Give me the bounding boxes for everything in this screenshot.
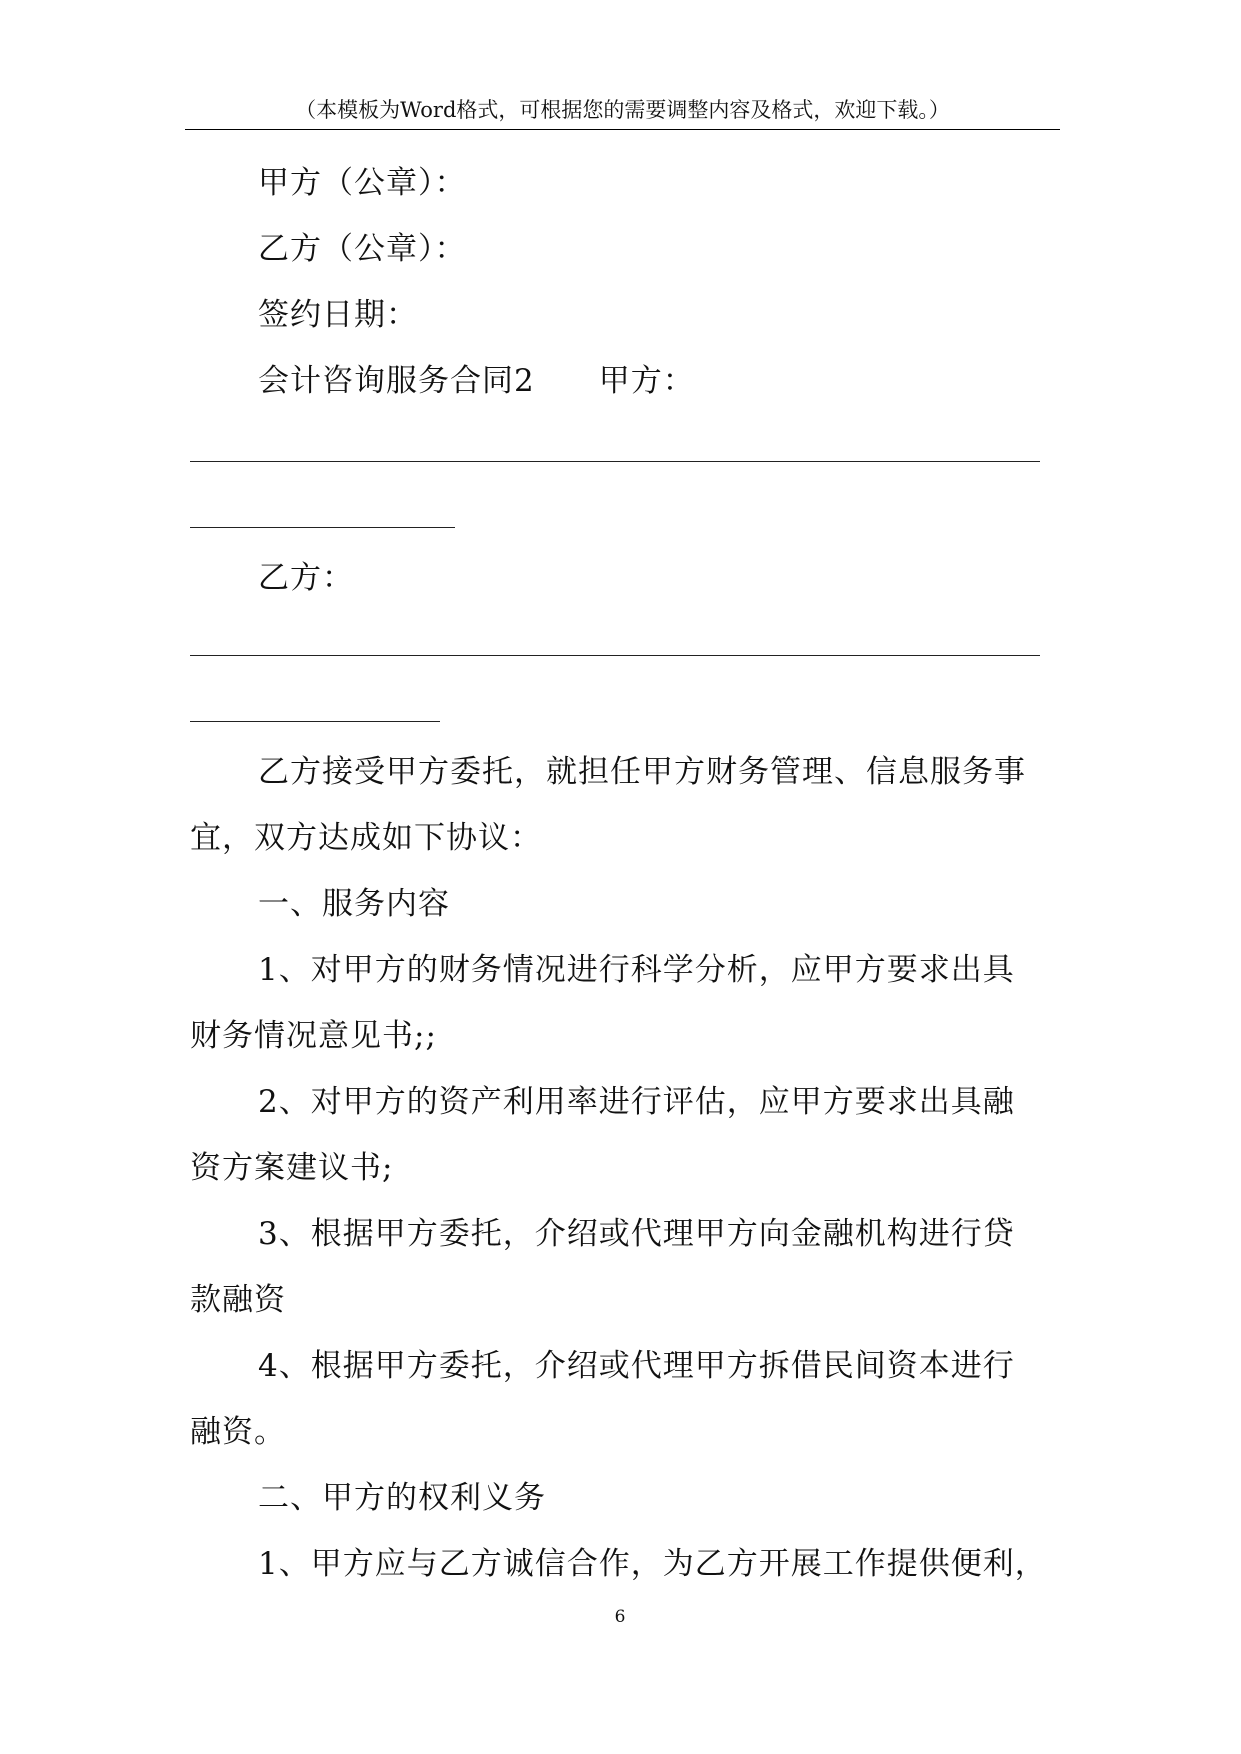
- section-1-item-1-line-2: 财务情况意见书;;: [190, 1018, 437, 1054]
- section-1-item-4-line-1: 4、根据甲方委托，介绍或代理甲方拆借民间资本进行: [258, 1348, 1015, 1384]
- contract-title-line: [258, 361, 695, 401]
- party-a-blank-line-2[interactable]: [190, 527, 455, 528]
- section-1-item-2-line-2: 资方案建议书;: [190, 1150, 394, 1186]
- party-a-blank-line-1[interactable]: [190, 461, 1040, 462]
- sign-date-label: 签约日期：: [258, 297, 418, 333]
- section-1-item-3-line-1: 3、根据甲方委托，介绍或代理甲方向金融机构进行贷: [258, 1216, 1015, 1252]
- section-2-item-1-line-1: 1、甲方应与乙方诚信合作，为乙方开展工作提供便利，: [258, 1546, 1047, 1582]
- template-note: （本模板为Word格式，可根据您的需要调整内容及格式，欢迎下载。）: [295, 98, 950, 122]
- section-1-item-4-line-2: 融资。: [190, 1414, 286, 1450]
- party-b-blank-line-2[interactable]: [190, 721, 440, 722]
- party-b-blank-line-1[interactable]: [190, 655, 1040, 656]
- party-b-label: 乙方：: [258, 560, 354, 596]
- page-number: 6: [614, 1607, 626, 1627]
- header-divider: [185, 129, 1060, 130]
- party-a-label: 甲方：: [598, 363, 695, 399]
- intro-line-2: 宜，双方达成如下协议：: [190, 820, 542, 856]
- party-b-seal-label: 乙方（公章）：: [258, 231, 467, 267]
- party-a-seal-label: 甲方（公章）：: [258, 165, 467, 201]
- section-1-item-1-line-1: 1、对甲方的财务情况进行科学分析，应甲方要求出具: [258, 952, 1015, 988]
- section-1-heading: 一、服务内容: [258, 886, 450, 922]
- intro-line-1: 乙方接受甲方委托，就担任甲方财务管理、信息服务事: [258, 754, 1026, 790]
- section-2-heading: 二、甲方的权利义务: [258, 1480, 546, 1516]
- contract-title: 会计咨询服务合同2: [258, 363, 535, 399]
- section-1-item-3-line-2: 款融资: [190, 1282, 286, 1318]
- section-1-item-2-line-1: 2、对甲方的资产利用率进行评估，应甲方要求出具融: [258, 1084, 1015, 1120]
